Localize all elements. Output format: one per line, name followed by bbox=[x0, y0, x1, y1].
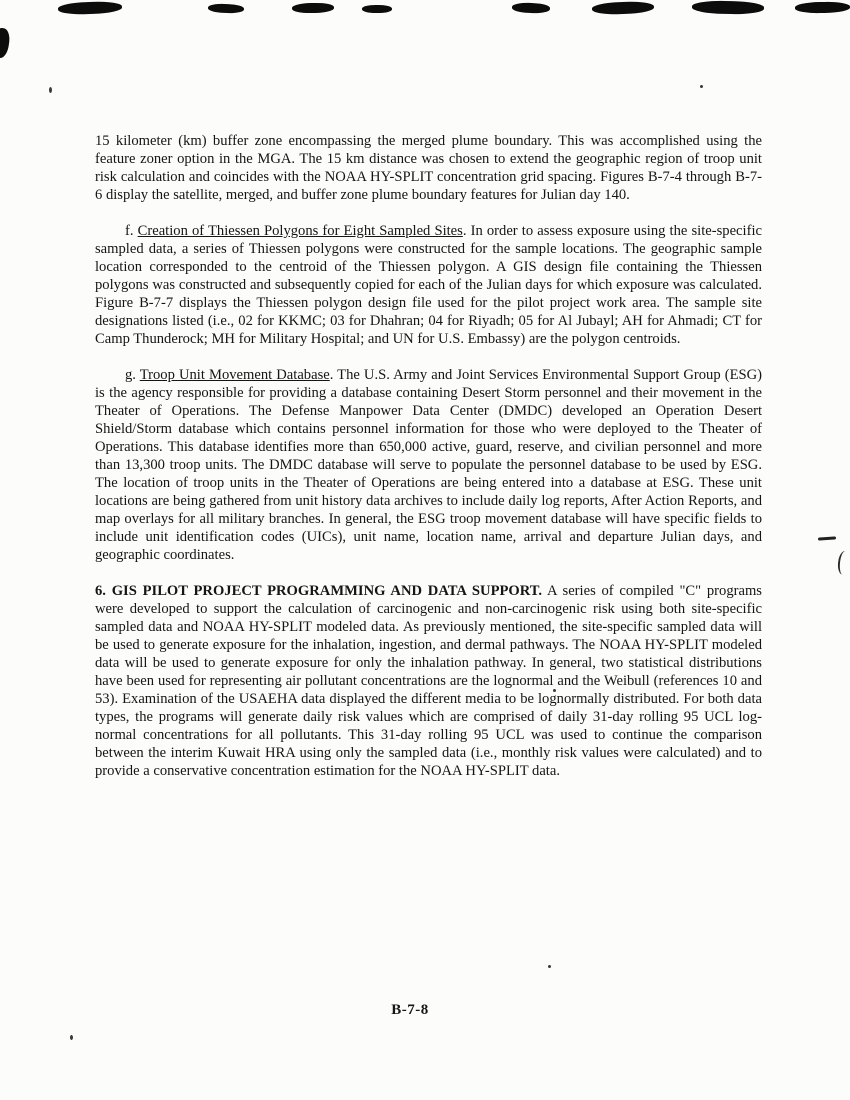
scan-artifact bbox=[700, 85, 703, 88]
scan-artifact bbox=[795, 2, 850, 14]
paragraph-f-text: . In order to assess exposure using the site-specific sampled data, a series of Thiessen polygons were constructed for the sample locations. The geographic sample location corresponded to the centroid of the Thiessen polygon. A GIS design file containing the Thiessen polygons was constructed and subsequently copied for each of the Julian days for which exposure was calculated. Figure B-7-7 displays the Thiessen polygon design file used for the pilot project work area. The sample site designations listed (i.e., 02 for KKMC; 03 for Dhahran; 04 for Riyadh; 05 for Al Jubayl; AH for Ahmadi; CT for Camp Thunderock; MH for Military Hospital; and UN for U.S. Embassy) are the polygon centroids. bbox=[95, 223, 762, 347]
scan-artifact bbox=[592, 1, 654, 15]
paragraph-g-text: . The U.S. Army and Joint Services Environmental Support Group (ESG) is the agency responsible for providing a database containing Desert Storm personnel and their movement in the Theater of Operations. The Defense Manpower Data Center (DMDC) developed an Operation Desert Shield/Storm database which contains personnel information for those who were deployed to the Theater of Operations. This database identifies more than 650,000 active, guard, reserve, and civilian personnel and more than 13,300 troop units. The DMDC database will serve to populate the personnel database to be used by ESG. The location of troop units in the Theater of Operations are being entered into a database at ESG. These unit locations are being gathered from unit history data archives to include daily log reports, After Action Reports, and map overlays for all military branches. In general, the ESG troop movement database will have specific fields to include unit identification codes (UICs), unit name, location name, arrival and departure Julian days, and geographic coordinates. bbox=[95, 367, 763, 563]
scan-artifact bbox=[837, 550, 850, 575]
page-number: B-7-8 bbox=[391, 1002, 429, 1018]
paragraph-f bbox=[95, 222, 762, 348]
paragraph-f-label: f. bbox=[125, 223, 138, 239]
scan-artifact bbox=[58, 1, 122, 15]
scan-artifact bbox=[818, 536, 836, 540]
page-body-text bbox=[95, 132, 762, 798]
scan-artifact bbox=[512, 2, 550, 13]
scan-artifact bbox=[548, 965, 551, 968]
scan-artifact bbox=[70, 1035, 73, 1040]
section-6-text: A series of compiled "C" programs were developed to support the calculation of carcinogenic and non-carcinogenic risk using both site-specific sampled data and NOAA HY-SPLIT modeled data. As previously mentioned, the site-specific sampled data will be used to generate exposure for the inhalation, ingestion, and dermal pathways. The NOAA HY-SPLIT modeled data will be used to generate exposure for only the inhalation pathway. In general, two statistical distributions have been used for representing air pollutant concentrations are the lognormal and the Weibull (references 10 and 53). Examination of the USAEHA data displayed the different media to be lognormally distributed. For both data types, the programs will generate daily risk values which are comprised of daily 31-day rolling 95 UCL log-normal concentrations for all pollutants. This 31-day rolling 95 UCL was used to continue the comparison between the interim Kuwait HRA using only the sampled data (i.e., monthly risk values were calculated) and to provide a conservative concentration estimation for the NOAA HY-SPLIT data. bbox=[95, 583, 762, 779]
paragraph-g bbox=[95, 366, 762, 564]
scan-artifact bbox=[362, 5, 392, 13]
section-6 bbox=[95, 582, 762, 780]
paragraph-f-heading: Creation of Thiessen Polygons for Eight Sampled Sites bbox=[137, 223, 463, 239]
paragraph-buffer-zone bbox=[95, 132, 762, 204]
paragraph-buffer-zone-text: 15 kilometer (km) buffer zone encompassing the merged plume boundary. This was accomplished using the feature zoner option in the MGA. The 15 km distance was chosen to extend the geographic region of troop unit risk calculation and coincides with the NOAA HY-SPLIT concentration grid spacing. Figures B-7-4 through B-7-6 display the satellite, merged, and buffer zone plume boundary features for Julian day 140. bbox=[95, 133, 762, 203]
paragraph-g-label: g. bbox=[125, 367, 140, 383]
scan-artifact bbox=[49, 87, 52, 93]
paragraph-g-heading: Troop Unit Movement Database bbox=[139, 367, 330, 383]
scan-artifact bbox=[692, 0, 764, 14]
scan-artifact bbox=[292, 3, 334, 14]
section-6-heading: 6. GIS PILOT PROJECT PROGRAMMING AND DATA SUPPORT. bbox=[95, 583, 543, 599]
scan-artifact bbox=[0, 27, 11, 59]
scan-artifact bbox=[208, 3, 244, 13]
